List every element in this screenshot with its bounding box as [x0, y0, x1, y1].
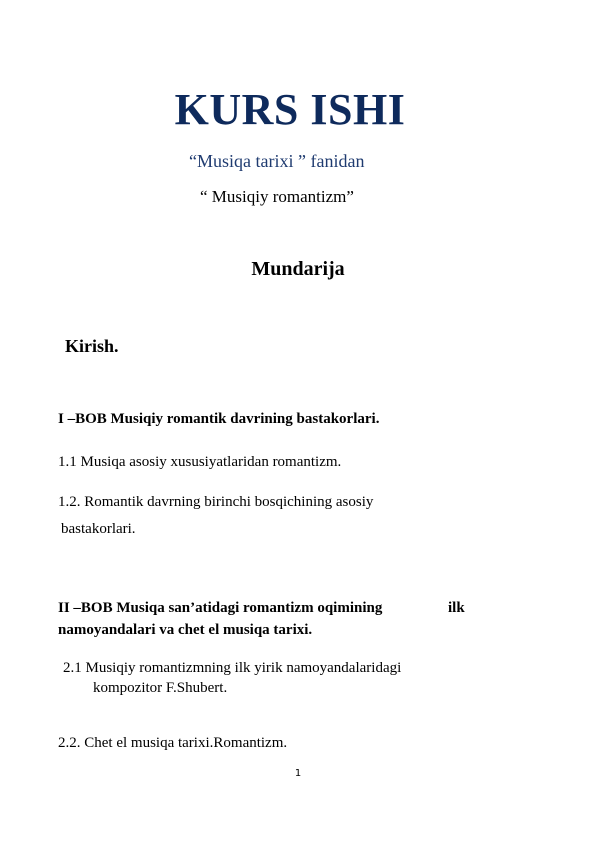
- chapter2-heading-line1: II –BOB Musiqa san’atidagi romantizm oqimining: [58, 600, 383, 616]
- chapter2-item2: 2.2. Chet el musiqa tarixi.Romantizm.: [58, 735, 288, 751]
- chapter1-item2-line1: 1.2. Romantik davrning birinchi bosqichining asosiy: [58, 494, 374, 510]
- chapter2-item1-line1: 2.1 Musiqiy romantizmning ilk yirik namoyandalaridagi: [63, 660, 402, 676]
- chapter2-heading-tail: ilk: [448, 600, 465, 616]
- subject-line: “Musiqa tarixi ” fanidan: [189, 151, 365, 171]
- contents-heading: Mundarija: [251, 258, 345, 280]
- chapter2-item1-line2: kompozitor F.Shubert.: [93, 680, 228, 696]
- toc-intro: Kirish.: [65, 336, 119, 356]
- page-number: 1: [294, 768, 302, 779]
- chapter2-heading-line2: namoyandalari va chet el musiqa tarixi.: [58, 622, 313, 638]
- topic-line: “ Musiqiy romantizm”: [200, 187, 354, 206]
- chapter1-item1: 1.1 Musiqa asosiy xususiyatlaridan romantizm.: [58, 454, 342, 470]
- document-title: KURS ISHI: [174, 85, 406, 134]
- chapter1-heading: I –BOB Musiqiy romantik davrining bastakorlari.: [58, 411, 380, 427]
- chapter1-item2-line2: bastakorlari.: [61, 521, 136, 537]
